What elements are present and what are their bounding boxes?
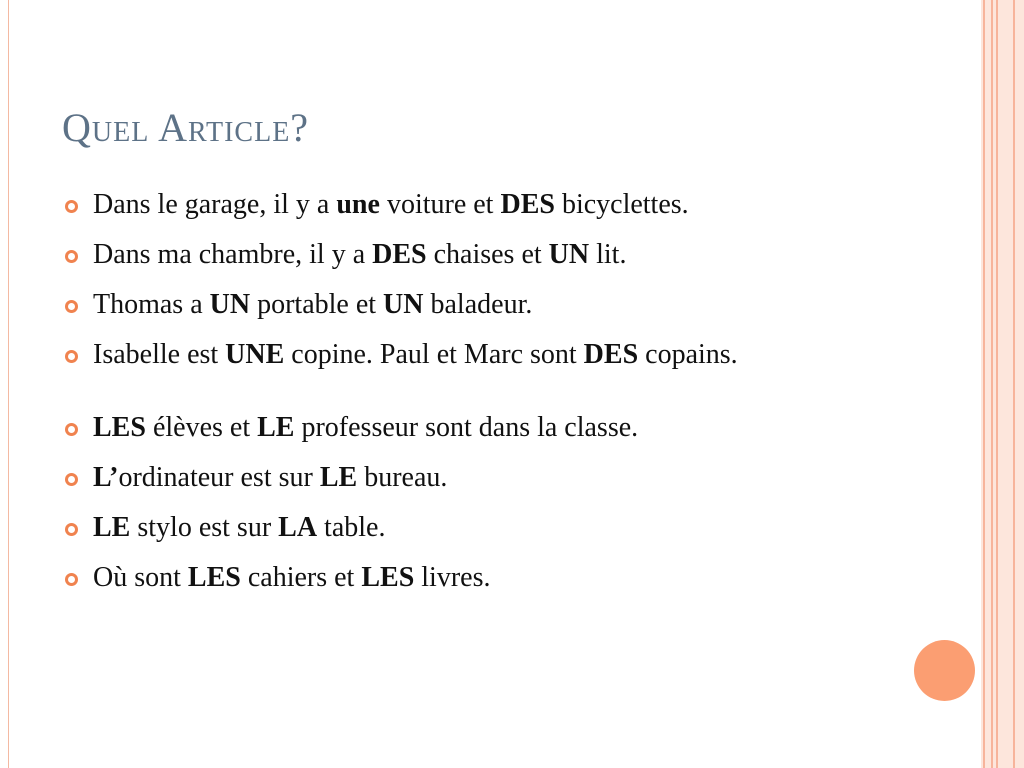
left-border-line [8, 0, 9, 768]
text-run: livres. [414, 562, 491, 593]
text-run: Dans le garage, il y a [93, 189, 337, 220]
text-run: Où sont [93, 562, 188, 593]
bullet-icon [65, 423, 78, 436]
bullet-list [62, 186, 912, 609]
text-run: cahiers et [240, 562, 362, 593]
text-run: table. [317, 512, 386, 543]
right-stripe [996, 0, 998, 768]
slide-title: Quel Article? [62, 105, 310, 150]
article-word: LA [278, 512, 318, 543]
text-run: lit. [589, 239, 627, 270]
text-run: Isabelle est [93, 339, 226, 370]
bullet-icon [65, 573, 78, 586]
bullet-icon [65, 200, 78, 213]
article-word: LE [319, 462, 358, 493]
decorative-orange-circle [914, 640, 975, 701]
article-word: L’ [93, 462, 119, 493]
bullet-icon [65, 250, 78, 263]
article-word: DES [500, 189, 555, 220]
article-word: UN [548, 239, 590, 270]
text-run: bureau. [357, 462, 448, 493]
list-item [62, 336, 912, 373]
right-stripe [991, 0, 993, 768]
item-text [93, 339, 738, 370]
item-text [93, 462, 447, 493]
item-text [93, 512, 385, 543]
list-item [62, 286, 912, 323]
text-run: copains. [638, 339, 738, 370]
text-run: Thomas a [93, 289, 210, 320]
article-word: LE [257, 412, 295, 443]
item-text [93, 189, 689, 220]
bullet-icon [65, 523, 78, 536]
article-word: une [336, 189, 380, 220]
article-word: LE [93, 512, 131, 543]
text-run: baladeur. [423, 289, 533, 320]
bullet-icon [65, 473, 78, 486]
list-item [62, 186, 912, 223]
list-item [62, 236, 912, 273]
right-stripe [1013, 0, 1015, 768]
article-word: LES [93, 412, 146, 443]
item-text [93, 412, 638, 443]
item-text [93, 562, 491, 593]
bullet-icon [65, 300, 78, 313]
article-word: UN [383, 289, 424, 320]
article-word: UN [209, 289, 251, 320]
text-run: copine. Paul et Marc sont [284, 339, 584, 370]
bullet-icon [65, 350, 78, 363]
text-run: stylo est sur [130, 512, 279, 543]
text-run: voiture et [379, 189, 501, 220]
article-word: DES [583, 339, 639, 370]
text-run: Dans ma chambre, il y a [93, 239, 373, 270]
item-text [93, 239, 626, 270]
text-run: élèves et [145, 412, 258, 443]
article-word: LES [361, 562, 415, 593]
text-run: chaises et [426, 239, 549, 270]
article-word: DES [372, 239, 427, 270]
list-item [62, 509, 912, 546]
article-word: UNE [225, 339, 285, 370]
text-run: bicyclettes. [554, 189, 689, 220]
text-run: ordinateur est sur [118, 462, 320, 493]
article-word: LES [187, 562, 241, 593]
right-decorative-band [981, 0, 1024, 768]
text-run: portable et [250, 289, 384, 320]
list-item [62, 409, 912, 446]
list-item [62, 459, 912, 496]
text-run: professeur sont dans la classe. [294, 412, 639, 443]
right-stripe [983, 0, 985, 768]
item-text [93, 289, 532, 320]
list-item [62, 559, 912, 596]
